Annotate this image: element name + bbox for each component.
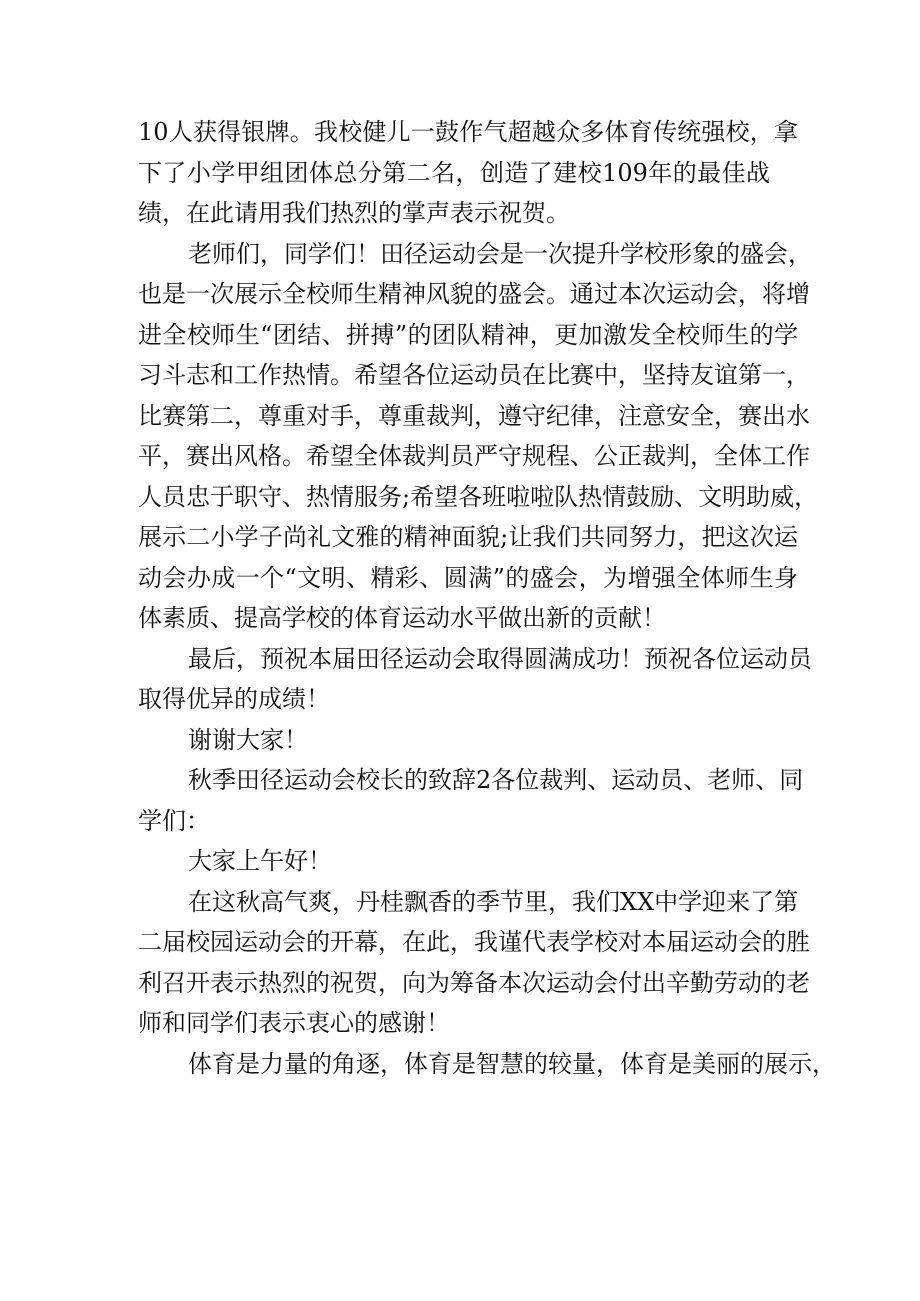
text-line: 老师们，同学们！田径运动会是一次提升学校形象的盛会， [188, 239, 812, 268]
paragraph [138, 841, 798, 882]
text-line: 10人获得银牌。我校健儿一鼓作气超越众多体育传统强校，拿 [138, 118, 798, 146]
text-line: 展示二小学子尚礼文雅的精神面貌;让我们共同努力，把这次运 [138, 523, 798, 551]
paragraph [138, 760, 804, 841]
paragraph [138, 234, 819, 639]
text-line: 在这秋高气爽，丹桂飘香的季节里，我们XX中学迎来了第 [188, 887, 799, 916]
paragraph [138, 1044, 836, 1085]
text-line: 进全校师生“团结、拼搏”的团队精神，更加激发全校师生的学 [138, 320, 798, 349]
text-line: 体育是力量的角逐，体育是智慧的较量，体育是美丽的展示， [188, 1049, 836, 1078]
text-line: 比赛第二，尊重对手，尊重裁判，遵守纪律，注意安全，赛出水 [138, 401, 810, 430]
paragraph [138, 112, 798, 234]
text-line: 也是一次展示全校师生精神风貌的盛会。通过本次运动会，将增 [138, 280, 810, 308]
text-line: 人员忠于职守、热情服务;希望各班啦啦队热情鼓励、文明助威， [138, 482, 819, 511]
document-body [138, 112, 836, 1084]
text-line: 取得优异的成绩！ [138, 685, 330, 713]
text-line: 绩，在此请用我们热烈的掌声表示祝贺。 [138, 199, 570, 227]
text-line: 学们： [138, 806, 210, 835]
text-line: 师和同学们表示衷心的感谢！ [138, 1009, 450, 1037]
text-line: 体素质、提高学校的体育运动水平做出新的贡献！ [138, 604, 666, 632]
text-line: 大家上午好！ [188, 847, 332, 875]
text-line: 二届校园运动会的开幕，在此，我谨代表学校对本届运动会的胜 [138, 928, 810, 956]
text-line: 习斗志和工作热情。希望各位运动员在比赛中，坚持友谊第一， [138, 361, 810, 389]
text-line: 利召开表示热烈的祝贺，向为筹备本次运动会付出辛勤劳动的老 [138, 968, 810, 997]
text-line: 最后，预祝本届田径运动会取得圆满成功！预祝各位运动员 [188, 644, 812, 673]
text-line: 秋季田径运动会校长的致辞2各位裁判、运动员、老师、同 [188, 766, 804, 794]
text-line: 平，赛出风格。希望全体裁判员严守规程、公正裁判，全体工作 [138, 442, 810, 470]
text-line: 动会办成一个“文明、精彩、圆满”的盛会，为增强全体师生身 [138, 563, 798, 592]
text-line: 谢谢大家！ [188, 725, 308, 754]
text-line: 下了小学甲组团体总分第二名，创造了建校109年的最佳战 [138, 158, 770, 187]
paragraph [138, 882, 810, 1044]
paragraph [138, 720, 798, 761]
paragraph [138, 639, 812, 720]
